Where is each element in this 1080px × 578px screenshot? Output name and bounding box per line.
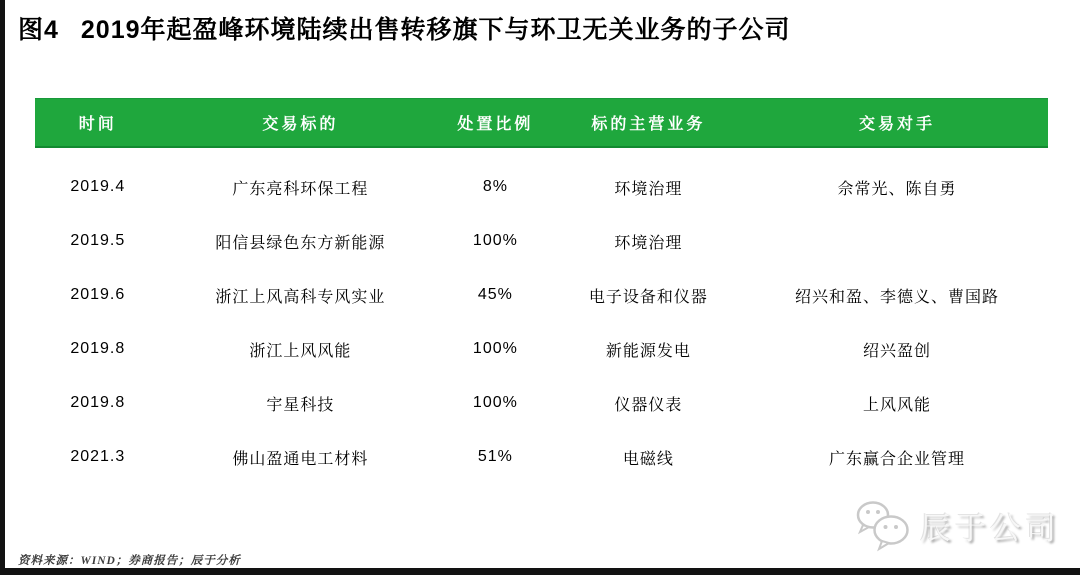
table-cell: 100%	[472, 340, 518, 357]
subsidiary-disposal-table	[35, 98, 1048, 484]
table-cell: 阳信县绿色东方新能源	[215, 234, 386, 252]
table-body	[35, 148, 1048, 484]
table-cell: 100%	[472, 394, 518, 411]
table-cell: 电磁线	[622, 450, 674, 468]
table-cell: 2019.8	[70, 394, 126, 411]
table-cell: 环境治理	[614, 180, 683, 198]
table-cell: 2021.3	[70, 448, 126, 465]
table-cell: 绍兴和盈、李德义、曹国路	[795, 288, 1000, 306]
table-cell: 绍兴盈创	[863, 342, 932, 360]
table-row	[35, 322, 1048, 376]
figure-title	[18, 10, 791, 46]
column-header: 标的主营业务	[591, 116, 706, 133]
bottom-edge-bar	[0, 568, 1080, 575]
table-cell: 佛山盈通电工材料	[232, 450, 369, 468]
column-header: 时间	[78, 116, 117, 133]
table-row	[35, 430, 1048, 484]
figure-label: 图4	[18, 16, 59, 44]
table-row	[35, 214, 1048, 268]
table-cell: 100%	[472, 232, 518, 249]
table-header-row	[35, 98, 1048, 148]
table-cell: 浙江上风风能	[249, 342, 352, 360]
table-row	[35, 268, 1048, 322]
table-cell: 广东亮科环保工程	[232, 180, 369, 198]
table-cell: 宇星科技	[266, 396, 335, 414]
table-row	[35, 376, 1048, 430]
left-edge-bar	[0, 0, 5, 575]
column-header: 交易对手	[859, 116, 936, 133]
table-cell: 2019.4	[70, 178, 126, 195]
figure-title-text: 2019年起盈峰环境陆续出售转移旗下与环卫无关业务的子公司	[80, 16, 791, 44]
table-cell: 2019.8	[70, 340, 126, 357]
brand-watermark	[852, 498, 1060, 552]
table-cell: 45%	[477, 286, 513, 303]
table-cell: 广东赢合企业管理	[829, 450, 966, 468]
table-cell: 上风风能	[863, 396, 932, 414]
table-cell: 浙江上风高科专风实业	[215, 288, 386, 306]
table-cell: 仪器仪表	[614, 396, 683, 414]
table-cell: 佘常光、陈自勇	[837, 180, 957, 198]
table-cell: 51%	[477, 448, 513, 465]
table-row	[35, 160, 1048, 214]
brand-name: 辰于公司	[920, 510, 1060, 546]
table-cell: 环境治理	[614, 234, 683, 252]
column-header: 交易标的	[262, 116, 339, 133]
column-header: 处置比例	[457, 116, 534, 133]
wechat-chat-bubbles-icon	[852, 498, 914, 552]
table-cell: 电子设备和仪器	[588, 288, 708, 306]
source-note: 资料来源：WIND；券商报告；辰于分析	[18, 555, 241, 567]
table-cell: 2019.6	[70, 286, 126, 303]
table-cell: 2019.5	[70, 232, 126, 249]
table-cell: 8%	[482, 178, 508, 195]
table-cell: 新能源发电	[605, 342, 691, 360]
